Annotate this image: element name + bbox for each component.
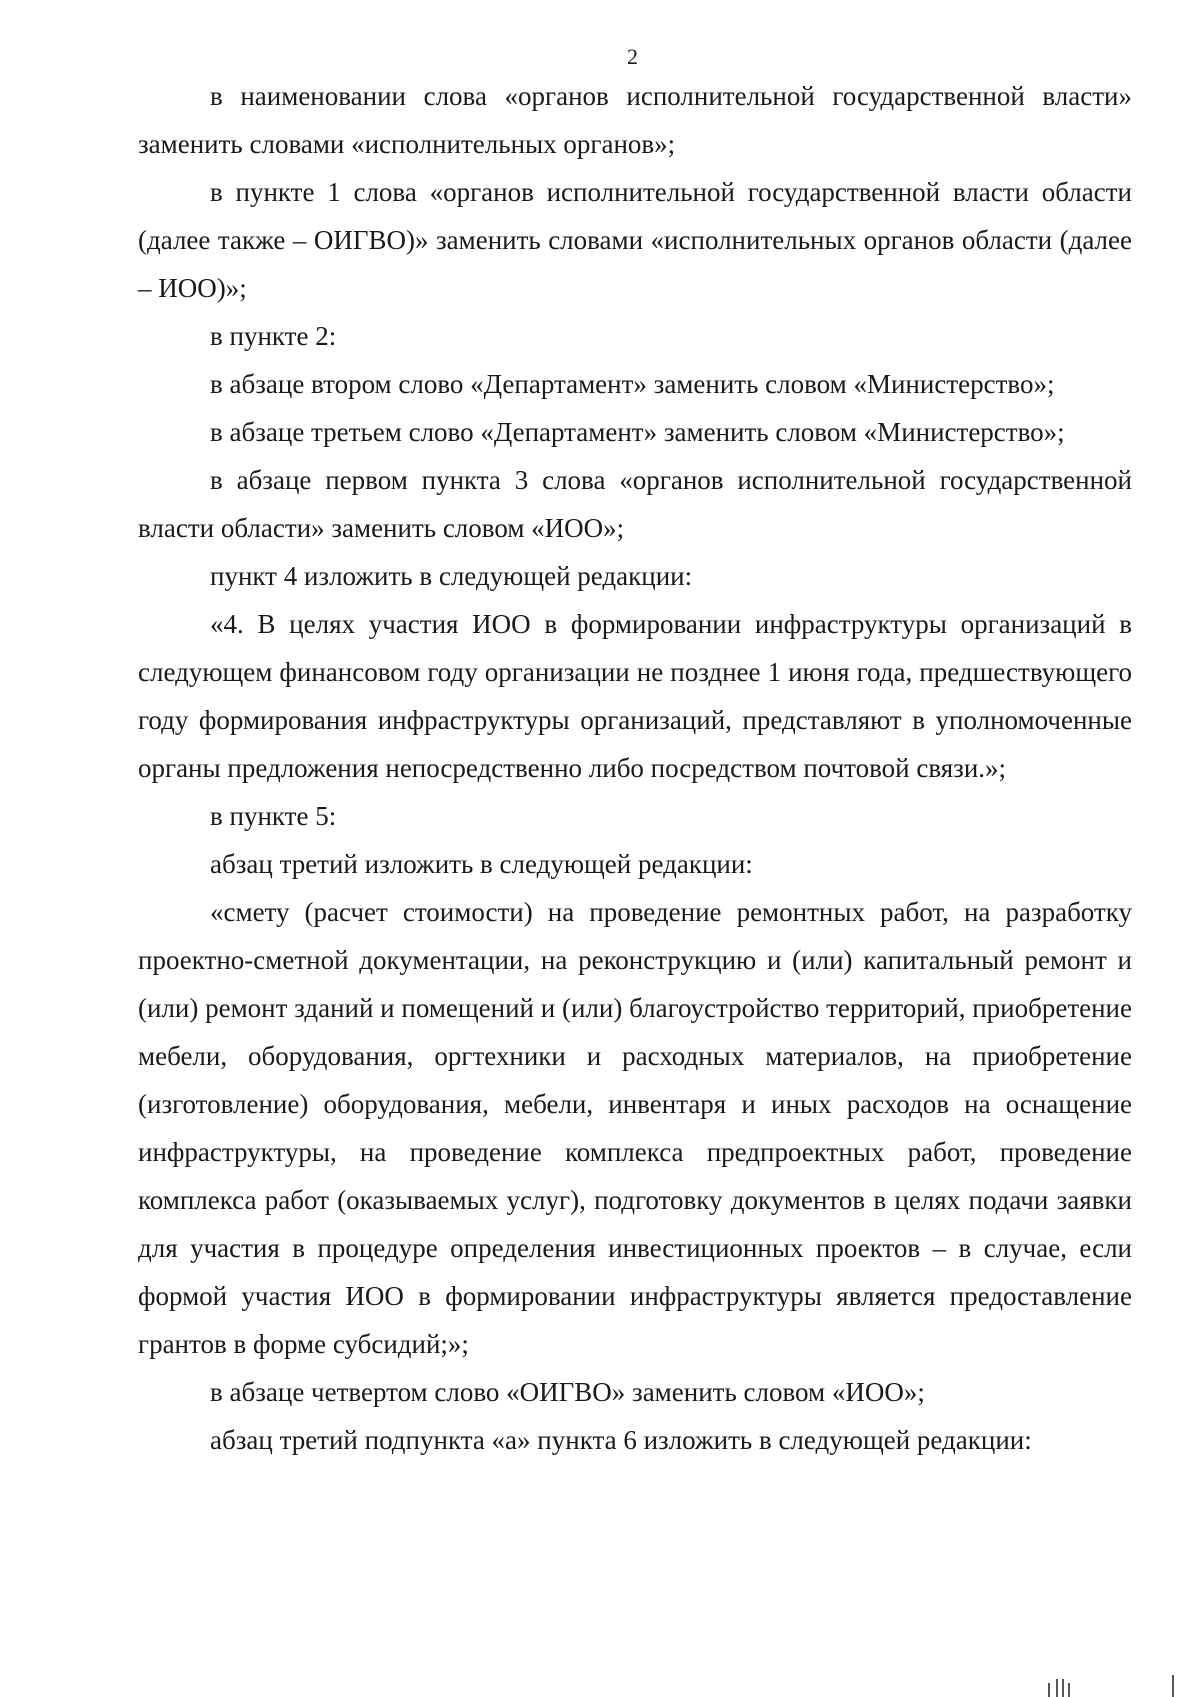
scan-artifact-mark bbox=[1048, 1683, 1050, 1697]
paragraph-point-5-fourth: в абзаце четвертом слово «ОИГВО» заменить словом «ИОО»; bbox=[210, 1377, 925, 1407]
paragraph-point-2-third: в абзаце третьем слово «Департамент» заменить словом «Министерство»; bbox=[210, 417, 1065, 447]
paragraph-point-3: в абзаце первом пункта 3 слова «органов исполнительной государственной власти области» заменить словом «ИОО»; bbox=[138, 465, 1132, 543]
scan-artifact-mark bbox=[1068, 1683, 1070, 1697]
scan-artifact-mark bbox=[1056, 1679, 1058, 1697]
paragraph-point-2-heading: в пункте 2: bbox=[210, 321, 337, 351]
paragraph-point-4-text: «4. В целях участия ИОО в формировании инфраструктуры организаций в следующем финансовом году организации не позднее 1 июня года, предшествующего году формирования инфраструктуры организаций, представляют в уполномоченные органы предложения непосредственно либо посредством почтовой связи.»; bbox=[138, 609, 1132, 783]
paragraph-point-5-third-text: «смету (расчет стоимости) на проведение ремонтных работ, на разработку проектно-сметной документации, на реконструкцию и (или) капитальный ремонт и (или) ремонт зданий и помещений и (или) благоустройство территорий, приобретение мебели, оборудования, оргтехники и расходных материалов, на приобретение (изготовление) оборудования, мебели, инвентаря и иных расходов на оснащение инфраструктуры, на проведение комплекса предпроектных работ, проведение комплекса работ (оказываемых услуг), подготовку документов в целях подачи заявки для участия в процедуре определения инвестиционных проектов – в случае, если формой участия ИОО в формировании инфраструктуры является предоставление грантов в форме субсидий;»; bbox=[138, 897, 1132, 1359]
paragraph-point-2-second: в абзаце втором слово «Департамент» заменить словом «Министерство»; bbox=[210, 369, 1055, 399]
paragraph-point-5-third-heading: абзац третий изложить в следующей редакции: bbox=[210, 849, 753, 879]
paragraph-point-1: в пункте 1 слова «органов исполнительной государственной власти области (далее также – ОИГВО)» заменить словами «исполнительных органов области (далее – ИОО)»; bbox=[138, 177, 1132, 303]
scan-artifact-mark bbox=[1172, 1675, 1174, 1697]
paragraph-point-5-heading: в пункте 5: bbox=[210, 801, 337, 831]
paragraph-title-amendment: в наименовании слова «органов исполнительной государственной власти» заменить словами «исполнительных органов»; bbox=[138, 81, 1132, 159]
scan-artifact-mark bbox=[1062, 1679, 1064, 1697]
paragraph-point-4-heading: пункт 4 изложить в следующей редакции: bbox=[210, 561, 693, 591]
page-number: 2 bbox=[627, 44, 638, 69]
document-body bbox=[138, 72, 1132, 1464]
paragraph-point-6-heading: абзац третий подпункта «а» пункта 6 изложить в следующей редакции: bbox=[210, 1425, 1032, 1455]
